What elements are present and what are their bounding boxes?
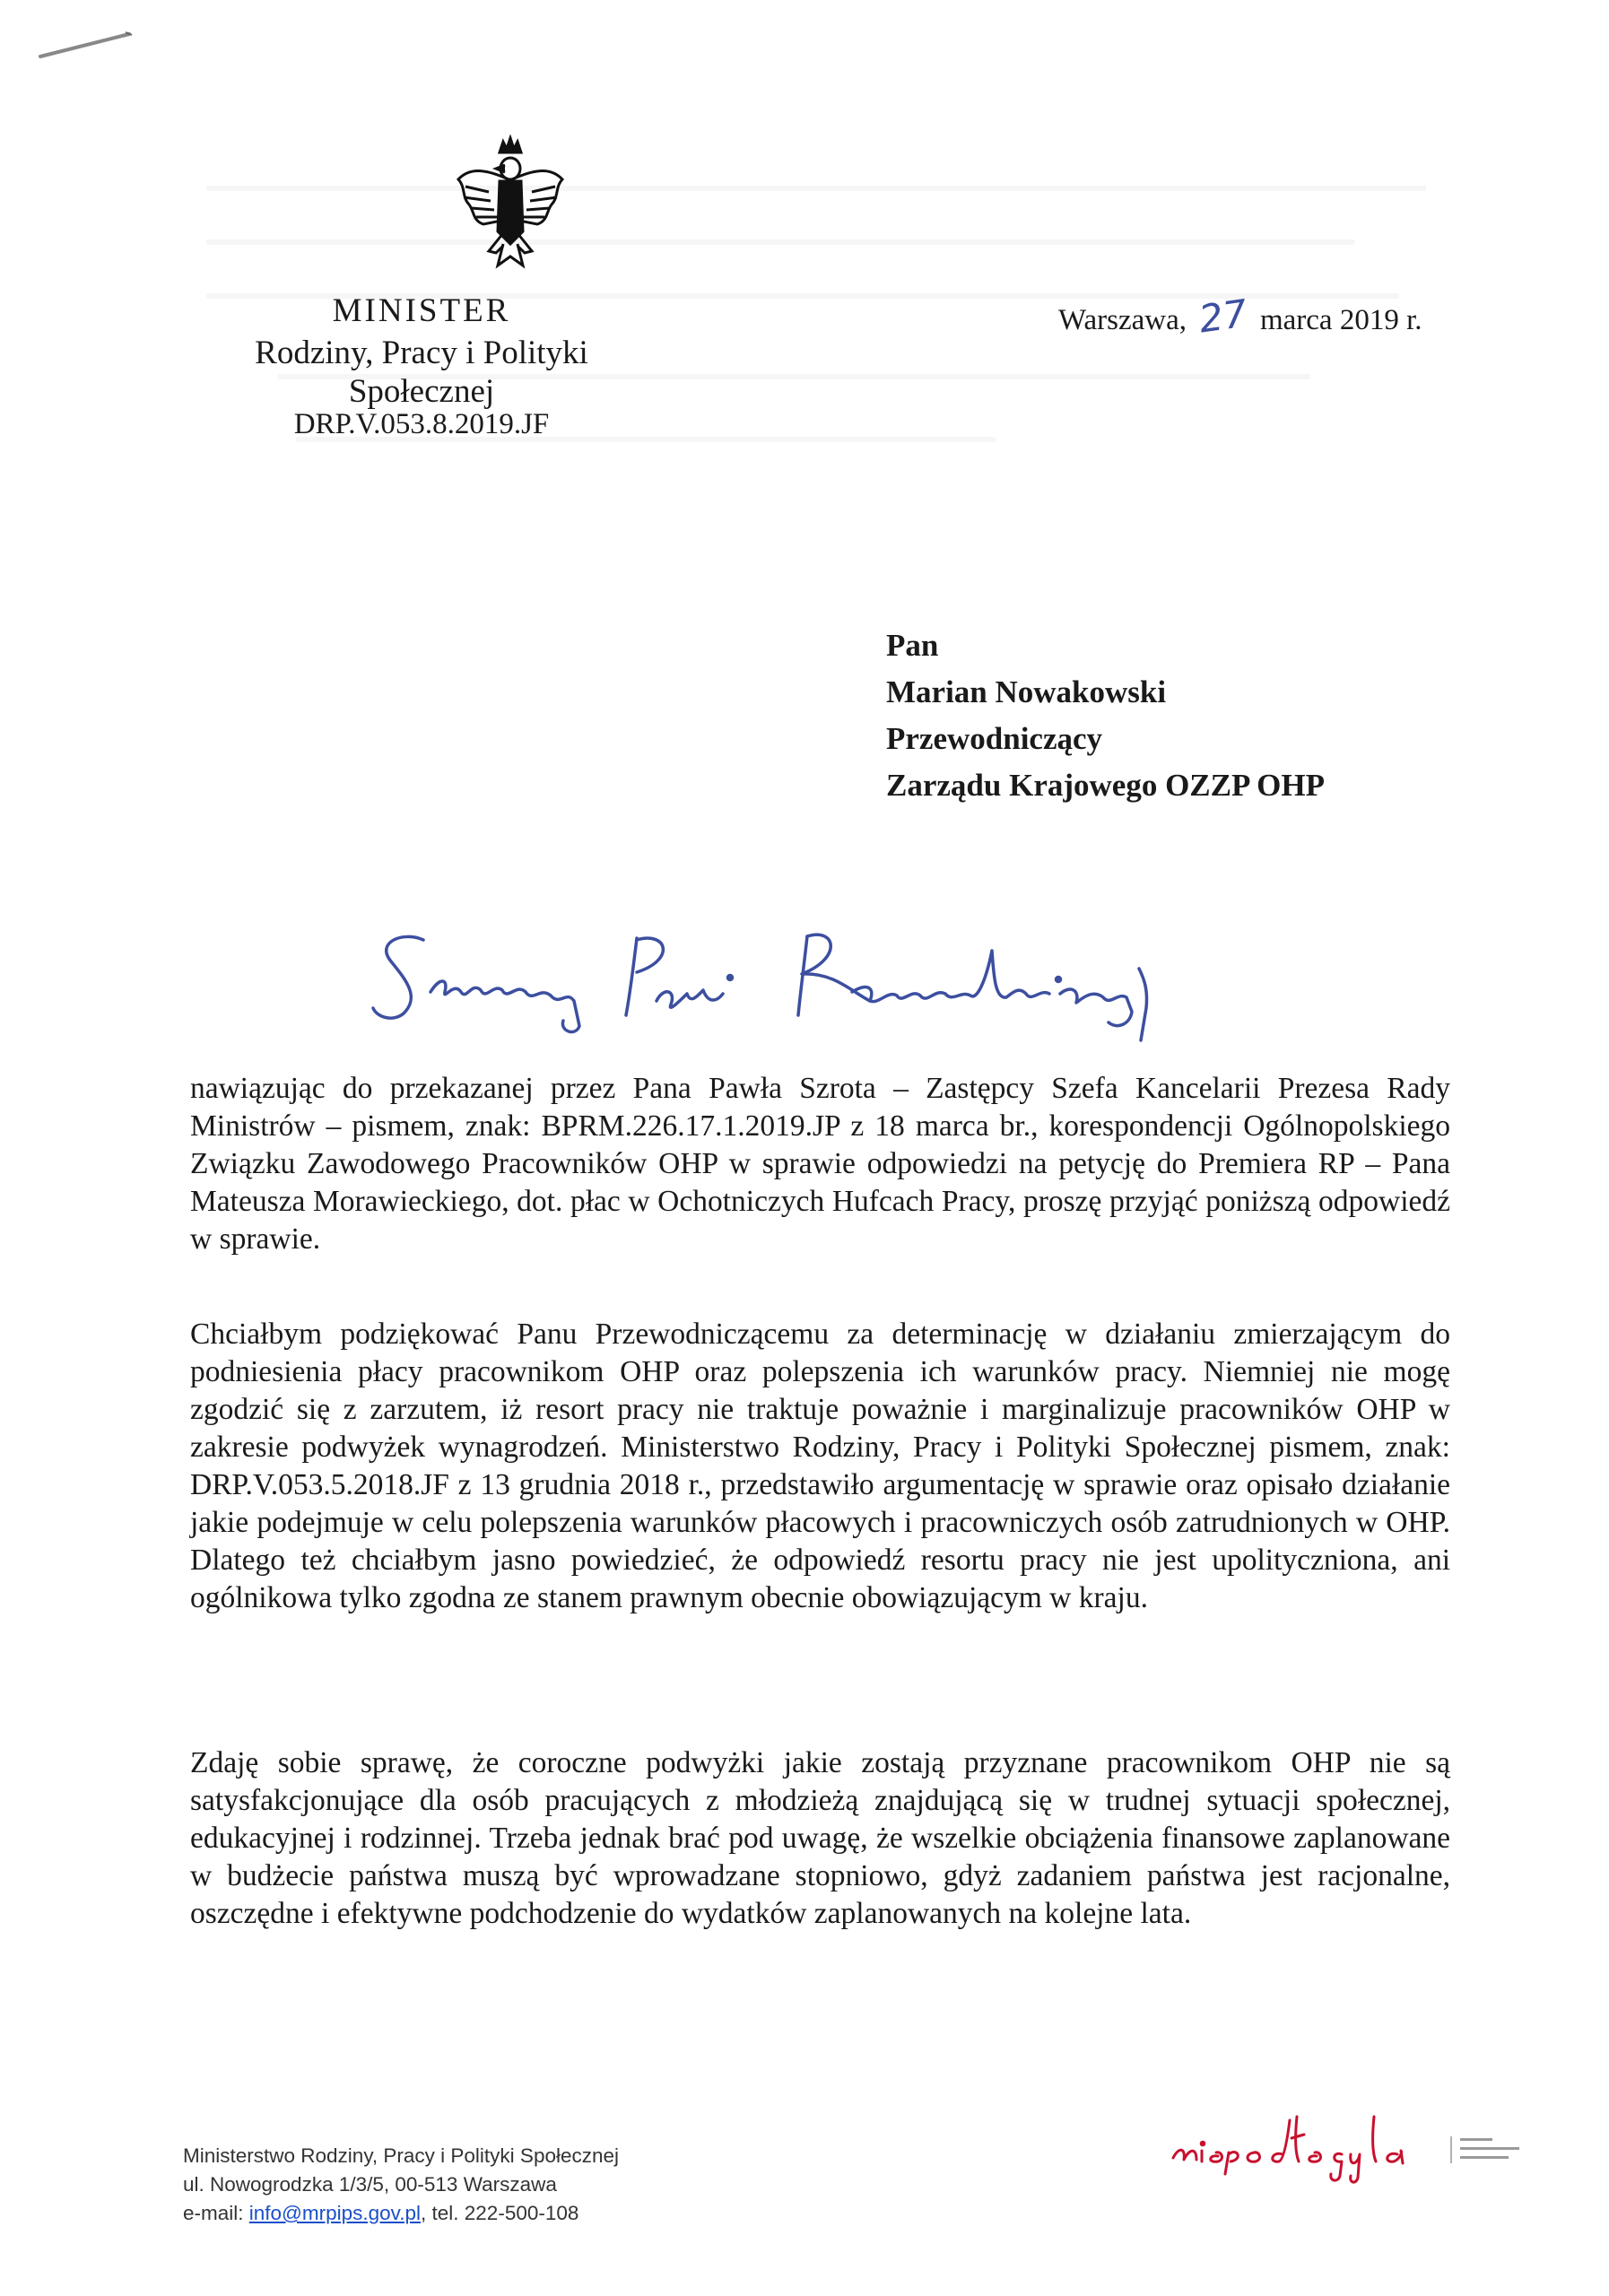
minister-title: MINISTER — [332, 292, 511, 329]
footer-email-link[interactable]: info@mrpips.gov.pl — [248, 2202, 422, 2224]
polish-eagle-emblem-icon — [453, 135, 568, 269]
recipient-organization: Zarządu Krajowego OZZP OHP — [886, 768, 1326, 803]
body-paragraph-2: Chciałbym podziękować Panu Przewodniczącemu za determinację w działaniu zmierzającym do podniesienia płacy pracownikom OHP oraz polepszenia ich warunków pracy. Niemniej nie mogę zgodzić się z zarzutem, iż resort pracy nie traktuje poważnie i marginalizuje pracowników OHP w zakresie podwyżek wynagrodzeń. Ministerstwo Rodziny, Pracy i Polityki Społecznej pismem, znak: DRP.V.053.5.2018.JF z 13 grudnia 2018 r., przedstawiło argumentację w sprawie oraz opisało działanie jakie podejmuje w celu polepszenia warunków płacowych i pracowniczych osób zatrudnionych w OHP. Dlatego też chciałbym jasno powiedzieć, że odpowiedź resortu pracy nie jest upolityczniona, ani ogólnikowa tylko zgodna ze stanem prawnym obecnie obowiązującym w kraju. — [190, 1318, 1450, 1614]
minister-subtitle: Rodziny, Pracy i Polityki Społecznej — [255, 335, 588, 410]
place: Warszawa, — [1058, 304, 1187, 336]
reference-number: DRP.V.053.8.2019.JF — [293, 408, 550, 440]
recipient-line-1: Pan — [886, 628, 939, 663]
handwritten-salutation — [368, 915, 1220, 1049]
footer-ministry-name: Ministerstwo Rodziny, Pracy i Polityki Społecznej — [183, 2144, 620, 2167]
niepodlegla-logo — [1166, 2081, 1525, 2197]
footer-phone: , tel. 222-500-108 — [421, 2202, 579, 2224]
footer-street-address: ul. Nowogrodzka 1/3/5, 00-513 Warszawa — [183, 2173, 557, 2196]
date-rest: marca 2019 r. — [1259, 304, 1422, 336]
body-paragraph-1: nawiązując do przekazanej przez Pana Pawła Szrota – Zastępcy Szefa Kancelarii Prezesa Rady Ministrów – pismem, znak: BPRM.226.17.1.2019.JP z 18 marca br., korespondencji Ogólnopolskiego Związku Zawodowego Pracowników OHP w sprawie odpowiedzi na petycję do Premiera RP – Pana Mateusza Morawieckiego, dot. płac w Ochotniczych Hufcach Pracy, proszę przyjąć poniższą odpowiedź w sprawie. — [190, 1072, 1450, 1256]
place-date — [1058, 291, 1422, 342]
footer-address — [183, 2142, 619, 2228]
recipient-position: Przewodniczący — [886, 721, 1103, 756]
recipient-name: Marian Nowakowski — [886, 674, 1167, 709]
footer-email-prefix: e-mail: — [183, 2202, 249, 2224]
body-paragraph-3: Zdaję sobie sprawę, że coroczne podwyżki jakie zostają przyznane pracownikom OHP nie są satysfakcjonujące dla osób pracujących z młodzieżą znajdującą się w trudnej sytuacji społecznej, edukacyjnej i rodzinnej. Trzeba jednak brać pod uwagę, że wszelkie obciążenia finansowe zaplanowane w budżecie państwa muszą być wprowadzane stopniowo, gdyż zadaniem państwa jest racjonalne, oszczędne i efektywne podchodzenie do wydatków zaplanowanych na kolejne lata. — [190, 1746, 1450, 1930]
pen-stroke-mark — [36, 27, 135, 63]
footer-contact — [183, 2199, 619, 2228]
handwritten-day: 27 — [1196, 291, 1250, 342]
